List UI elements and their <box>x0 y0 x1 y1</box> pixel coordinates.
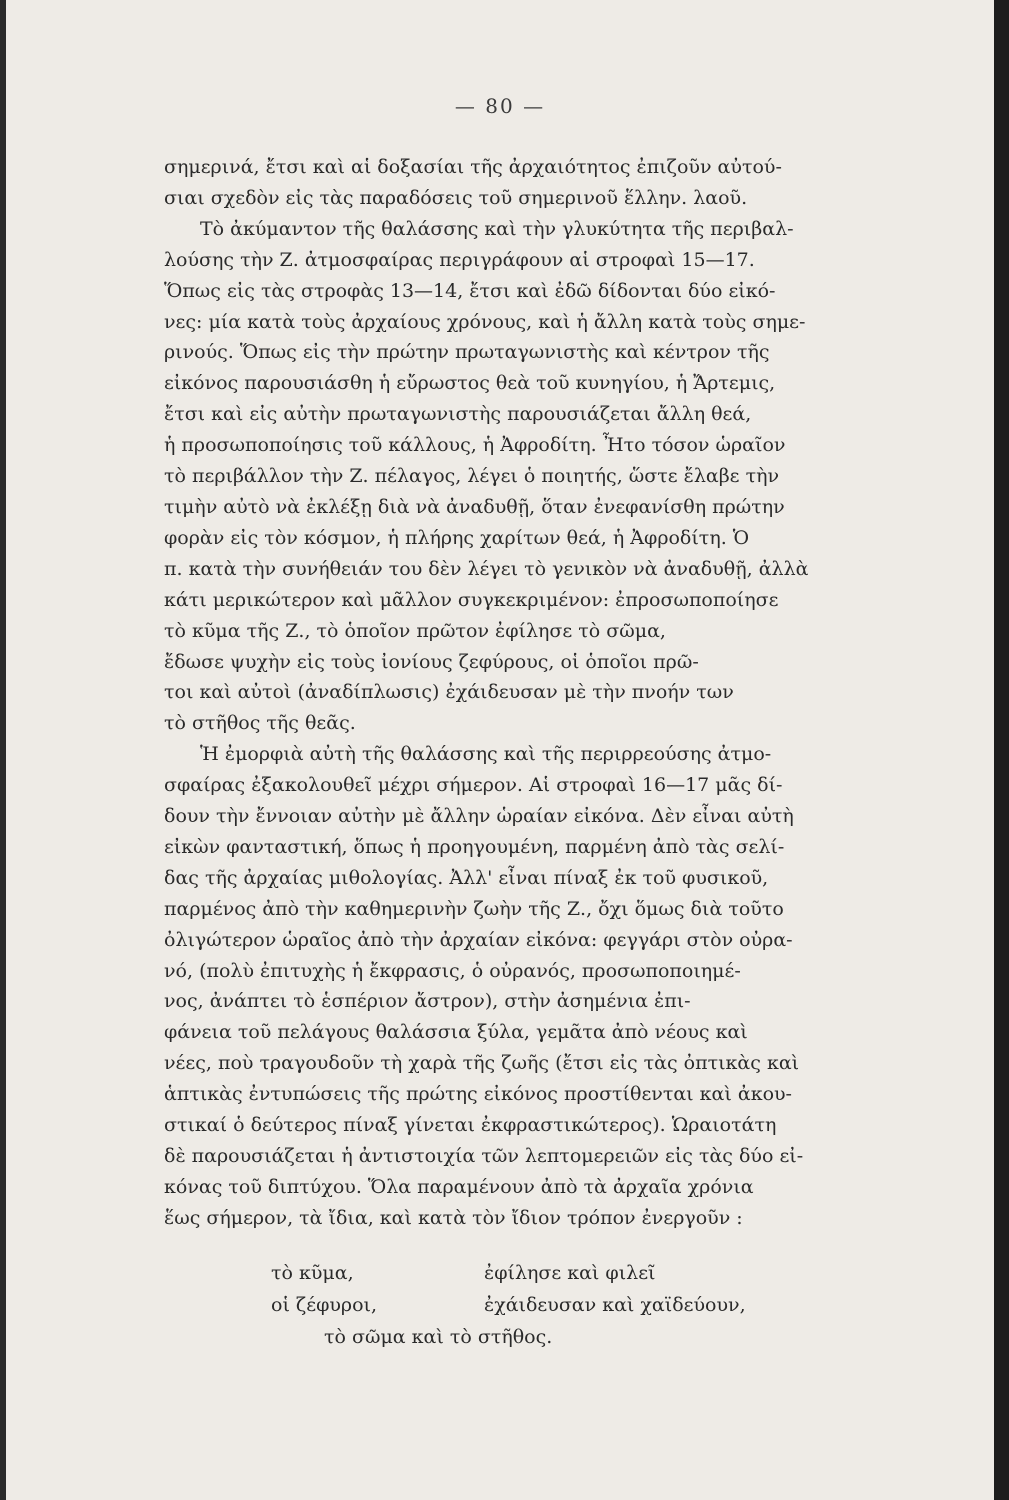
text-line: στικαί ὁ δεύτερος πίναξ γίνεται ἐκφραστικώτερος). Ὡραιοτάτη <box>164 1114 777 1137</box>
text-line: ἔτσι καὶ εἰς αὐτὴν πρωταγωνιστὴς παρουσιάζεται ἄλλη θεά, <box>164 403 752 426</box>
text-line: ρινούς. Ὅπως εἰς τὴν πρώτην πρωταγωνιστὴς καὶ κέντρον τῆς <box>164 341 770 364</box>
verse-line-1-right: ἐφίλησε καὶ φιλεῖ <box>484 1262 656 1284</box>
text-line: λούσης τὴν Ζ. ἀτμοσφαίρας περιγράφουν αἱ στροφαὶ 15—17. <box>164 248 755 271</box>
text-line: νος, ἀνάπτει τὸ ἑσπέριον ἄστρον), στὴν ἀσημένια ἐπι- <box>164 990 691 1013</box>
text-line: τὸ κῦμα τῆς Ζ., τὸ ὁποῖον πρῶτον ἐφίλησε τὸ σῶμα, <box>164 619 666 642</box>
text-line: νες: μία κατὰ τοὺς ἀρχαίους χρόνους, καὶ ἡ ἄλλη κατὰ τοὺς σημε- <box>164 310 806 333</box>
text-line: ἔδωσε ψυχὴν εἰς τοὺς ἰονίους ζεφύρους, οἱ ὁποῖοι πρῶ- <box>164 650 699 673</box>
text-line: Ὅπως εἰς τὰς στροφὰς 13—14, ἔτσι καὶ ἐδῶ δίδονται δύο εἰκό- <box>164 279 776 302</box>
text-line: δὲ παρουσιάζεται ἡ ἀντιστοιχία τῶν λεπτομερειῶν εἰς τὰς δύο εἰ- <box>164 1145 804 1167</box>
text-line: Ἡ ἐμορφιὰ αὐτὴ τῆς θαλάσσης καὶ τῆς περιρρεούσης ἀτμο- <box>200 743 772 766</box>
text-line: δας τῆς ἀρχαίας μιθολογίας. Ἀλλ' εἶναι πίναξ ἐκ τοῦ φυσικοῦ, <box>164 866 769 889</box>
verse-line-2-left: οἱ ζέφυροι, <box>271 1294 378 1316</box>
page-edge <box>994 0 1009 1500</box>
text-line: ἁπτικὰς ἐντυπώσεις τῆς πρώτης εἰκόνος προστίθενται καὶ ἀκου- <box>164 1083 792 1106</box>
text-line: ὀλιγώτερον ὡραῖος ἀπὸ τὴν ἀρχαίαν εἰκόνα: φεγγάρι στὸν οὐρα- <box>164 928 793 951</box>
text-line: π. κατὰ τὴν συνήθειάν του δὲν λέγει τὸ γενικὸν νὰ ἀναδυθῇ, ἀλλὰ <box>164 557 809 580</box>
book-page <box>6 0 994 1500</box>
text-line: τὸ στῆθος τῆς θεᾶς. <box>164 712 356 735</box>
text-line: τὸ περιβάλλον τὴν Ζ. πέλαγος, λέγει ὁ ποιητής, ὥστε ἔλαβε τὴν <box>164 465 780 488</box>
text-line: κάτι μερικώτερον καὶ μᾶλλον συγκεκριμένον: ἐπροσωποποίησε <box>164 588 779 611</box>
verse-line-3: τὸ σῶμα καὶ τὸ στῆθος. <box>324 1326 553 1348</box>
text-line: φάνεια τοῦ πελάγους θαλάσσια ξύλα, γεμᾶτα ἀπὸ νέους καὶ <box>164 1021 748 1044</box>
text-line: παρμένος ἀπὸ τὴν καθημερινὴν ζωὴν τῆς Ζ., ὄχι ὅμως διὰ τοῦτο <box>164 897 784 920</box>
text-line: ἕως σήμερον, τὰ ἴδια, καὶ κατὰ τὸν ἴδιον τρόπον ἐνεργοῦν : <box>164 1206 743 1229</box>
text-line: νό, (πολὺ ἐπιτυχὴς ἡ ἔκφρασις, ὁ οὐρανός, προσωποποιημέ- <box>164 959 741 982</box>
text-line: σφαίρας ἐξακολουθεῖ μέχρι σήμερον. Αἱ στροφαὶ 16—17 μᾶς δί- <box>164 774 783 797</box>
text-line: νέες, ποὺ τραγουδοῦν τὴ χαρὰ τῆς ζωῆς (ἔτσι εἰς τὰς ὀπτικὰς καὶ <box>164 1052 800 1075</box>
verse-line-1-left: τὸ κῦμα, <box>271 1262 354 1284</box>
verse-line-2-right: ἐχάιδευσαν καὶ χαϊδεύουν, <box>484 1294 746 1316</box>
page-number: — 80 — <box>454 94 546 118</box>
text-line: τιμὴν αὐτὸ νὰ ἐκλέξῃ διὰ νὰ ἀναδυθῇ, ὅταν ἐνεφανίσθη πρώτην <box>164 495 785 518</box>
text-line: τοι καὶ αὐτοὶ (ἀναδίπλωσις) ἐχάιδευσαν μὲ τὴν πνοήν των <box>164 681 734 704</box>
text-line: ἡ προσωποποίησις τοῦ κάλλους, ἡ Ἀφροδίτη. Ἦτο τόσον ὡραῖον <box>164 434 786 457</box>
text-line: σιαι σχεδὸν εἰς τὰς παραδόσεις τοῦ σημερινοῦ ἕλλην. λαοῦ. <box>164 186 748 209</box>
text-line: δουν τὴν ἔννοιαν αὐτὴν μὲ ἄλλην ὡραίαν εἰκόνα. Δὲν εἶναι αὐτὴ <box>164 805 794 828</box>
text-line: σημερινά, ἔτσι καὶ αἱ δοξασίαι τῆς ἀρχαιότητος ἐπιζοῦν αὐτού- <box>164 156 782 178</box>
text-line: εἰκόνος παρουσιάσθη ἡ εὔρωστος θεὰ τοῦ κυνηγίου, ἡ Ἄρτεμις, <box>164 372 776 395</box>
text-line: εἰκὼν φανταστική, ὅπως ἡ προηγουμένη, παρμένη ἀπὸ τὰς σελί- <box>164 835 785 858</box>
text-line: φορὰν εἰς τὸν κόσμον, ἡ πλήρης χαρίτων θεά, ἡ Ἀφροδίτη. Ὁ <box>164 526 750 549</box>
text-line: κόνας τοῦ διπτύχου. Ὅλα παραμένουν ἀπὸ τὰ ἀρχαῖα χρόνια <box>164 1175 754 1198</box>
body-text <box>164 152 900 1234</box>
text-line: Τὸ ἀκύμαντον τῆς θαλάσσης καὶ τὴν γλυκύτητα τῆς περιβαλ- <box>200 217 794 240</box>
